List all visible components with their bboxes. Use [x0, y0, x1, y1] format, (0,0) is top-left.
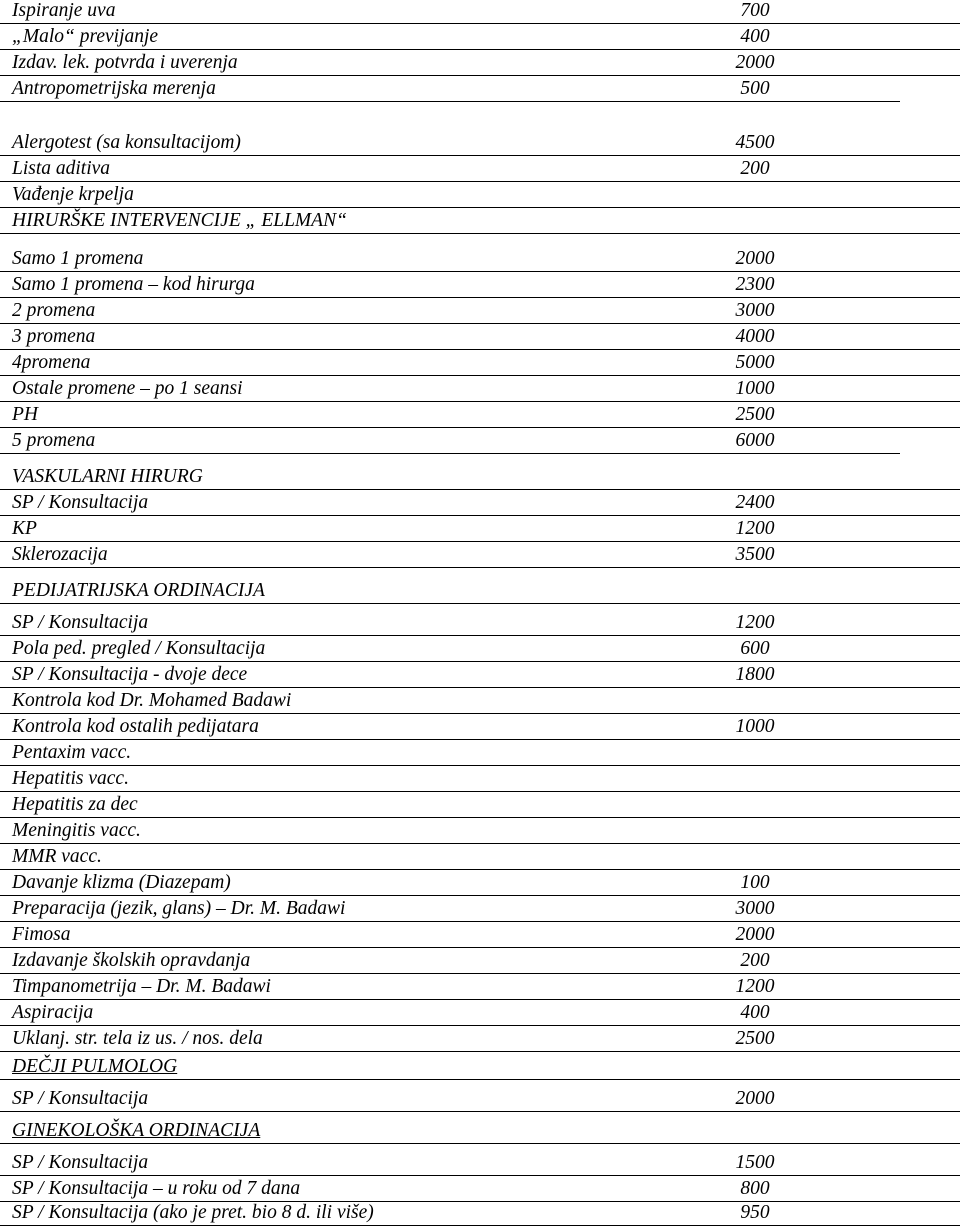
service-price: 1000 [735, 716, 775, 737]
price-row [0, 740, 960, 766]
price-row [0, 948, 960, 974]
service-label: Aspiracija [12, 1002, 94, 1023]
price-row [0, 636, 960, 662]
service-label: 5 promena [12, 430, 96, 451]
price-row [0, 896, 960, 922]
price-row [0, 974, 960, 1000]
price-row [0, 76, 960, 102]
service-price: 2400 [735, 492, 775, 513]
service-price: 200 [740, 950, 770, 971]
price-row [0, 568, 960, 604]
service-label: Antropometrijska merenja [12, 78, 216, 99]
price-row [0, 234, 960, 272]
service-label: Preparacija (jezik, glans) – Dr. M. Badawi [12, 898, 346, 919]
price-row [0, 1026, 960, 1052]
service-price: 1800 [735, 664, 775, 685]
service-label: KP [12, 518, 37, 539]
service-price: 2000 [735, 1088, 775, 1109]
price-row [0, 0, 960, 24]
service-label: SP / Konsultacija – u roku od 7 dana [12, 1178, 301, 1199]
service-label: Pola ped. pregled / Konsultacija [12, 638, 266, 659]
service-label: Pentaxim vacc. [12, 742, 132, 763]
price-row [0, 844, 960, 870]
service-price: 2000 [735, 52, 775, 73]
service-label: Samo 1 promena – kod hirurga [12, 274, 255, 295]
price-row [0, 766, 960, 792]
service-label: Alergotest (sa konsultacijom) [12, 132, 241, 153]
service-label: Kontrola kod ostalih pedijatara [12, 716, 259, 737]
section-heading: DEČJI PULMOLOG [12, 1056, 178, 1077]
service-label: Izdav. lek. potvrda i uverenja [12, 52, 238, 73]
service-price: 1200 [735, 612, 775, 633]
price-row [0, 182, 960, 208]
service-label: Samo 1 promena [12, 248, 144, 269]
service-label: PEDIJATRIJSKA ORDINACIJA [12, 580, 265, 601]
service-price: 1200 [735, 518, 775, 539]
service-label: Davanje klizma (Diazepam) [12, 872, 231, 893]
price-row [0, 1052, 960, 1080]
service-price: 1000 [735, 378, 775, 399]
service-label: Uklanj. str. tela iz us. / nos. dela [12, 1028, 263, 1049]
service-price: 200 [740, 158, 770, 179]
price-row [0, 922, 960, 948]
service-label: PH [12, 404, 38, 425]
service-price: 1200 [735, 976, 775, 997]
service-price: 400 [740, 26, 770, 47]
price-row [0, 272, 960, 298]
service-label: Kontrola kod Dr. Mohamed Badawi [12, 690, 292, 711]
service-price: 3000 [735, 300, 775, 321]
service-label: Vađenje krpelja [12, 184, 134, 205]
service-price: 400 [740, 1002, 770, 1023]
price-row [0, 1202, 960, 1226]
service-label: 2 promena [12, 300, 96, 321]
service-label: Izdavanje školskih opravdanja [12, 950, 251, 971]
service-label: MMR vacc. [12, 846, 102, 867]
service-label: 3 promena [12, 326, 96, 347]
service-label: Lista aditiva [12, 158, 111, 179]
price-row [0, 604, 960, 636]
service-label: SP / Konsultacija [12, 1152, 149, 1173]
service-price: 5000 [735, 352, 775, 373]
service-price: 3500 [735, 544, 775, 565]
price-row [0, 818, 960, 844]
price-row [0, 490, 960, 516]
price-row [0, 50, 960, 76]
service-label: Fimosa [12, 924, 71, 945]
price-row [0, 102, 960, 156]
price-row [0, 1112, 960, 1144]
service-price: 4500 [735, 132, 775, 153]
service-label: SP / Konsultacija [12, 492, 149, 513]
service-label: SP / Konsultacija (ako je pret. bio 8 d. ili više) [12, 1202, 374, 1223]
price-row [0, 454, 960, 490]
price-row [0, 402, 960, 428]
price-row [0, 208, 960, 234]
service-price: 4000 [735, 326, 775, 347]
service-price: 6000 [735, 430, 775, 451]
service-price: 2000 [735, 248, 775, 269]
service-label: 4promena [12, 352, 91, 373]
price-row [0, 688, 960, 714]
price-row [0, 1176, 960, 1202]
price-row [0, 792, 960, 818]
service-price: 500 [740, 78, 770, 99]
service-label: VASKULARNI HIRURG [12, 466, 203, 487]
service-price: 2000 [735, 924, 775, 945]
service-label: Sklerozacija [12, 544, 108, 565]
price-row [0, 714, 960, 740]
service-label: SP / Konsultacija [12, 612, 149, 633]
service-price: 2500 [735, 1028, 775, 1049]
service-label: Ostale promene – po 1 seansi [12, 378, 243, 399]
price-row [0, 428, 960, 454]
service-price: 950 [740, 1202, 770, 1223]
service-label: SP / Konsultacija [12, 1088, 149, 1109]
service-label: Meningitis vacc. [12, 820, 141, 841]
service-label: Hepatitis vacc. [12, 768, 129, 789]
price-row [0, 1144, 960, 1176]
service-price: 700 [740, 0, 770, 21]
price-row [0, 24, 960, 50]
price-row [0, 156, 960, 182]
price-row [0, 1000, 960, 1026]
price-row [0, 662, 960, 688]
price-row [0, 1080, 960, 1112]
price-row [0, 324, 960, 350]
price-row [0, 298, 960, 324]
service-label: Ispiranje uva [12, 0, 116, 21]
service-price: 2500 [735, 404, 775, 425]
price-row [0, 350, 960, 376]
section-heading: GINEKOLOŠKA ORDINACIJA [12, 1120, 261, 1141]
service-price: 800 [740, 1178, 770, 1199]
service-label: „Malo“ previjanje [12, 26, 159, 47]
service-label: SP / Konsultacija - dvoje dece [12, 664, 248, 685]
service-price: 1500 [735, 1152, 775, 1173]
service-label: Hepatitis za dec [12, 794, 138, 815]
service-label: HIRURŠKE INTERVENCIJE „ ELLMAN“ [12, 210, 347, 231]
service-price: 3000 [735, 898, 775, 919]
price-row [0, 542, 960, 568]
service-price: 2300 [735, 274, 775, 295]
price-row [0, 376, 960, 402]
service-label: Timpanometrija – Dr. M. Badawi [12, 976, 271, 997]
price-row [0, 870, 960, 896]
service-price: 100 [740, 872, 770, 893]
service-price: 600 [740, 638, 770, 659]
price-row [0, 516, 960, 542]
